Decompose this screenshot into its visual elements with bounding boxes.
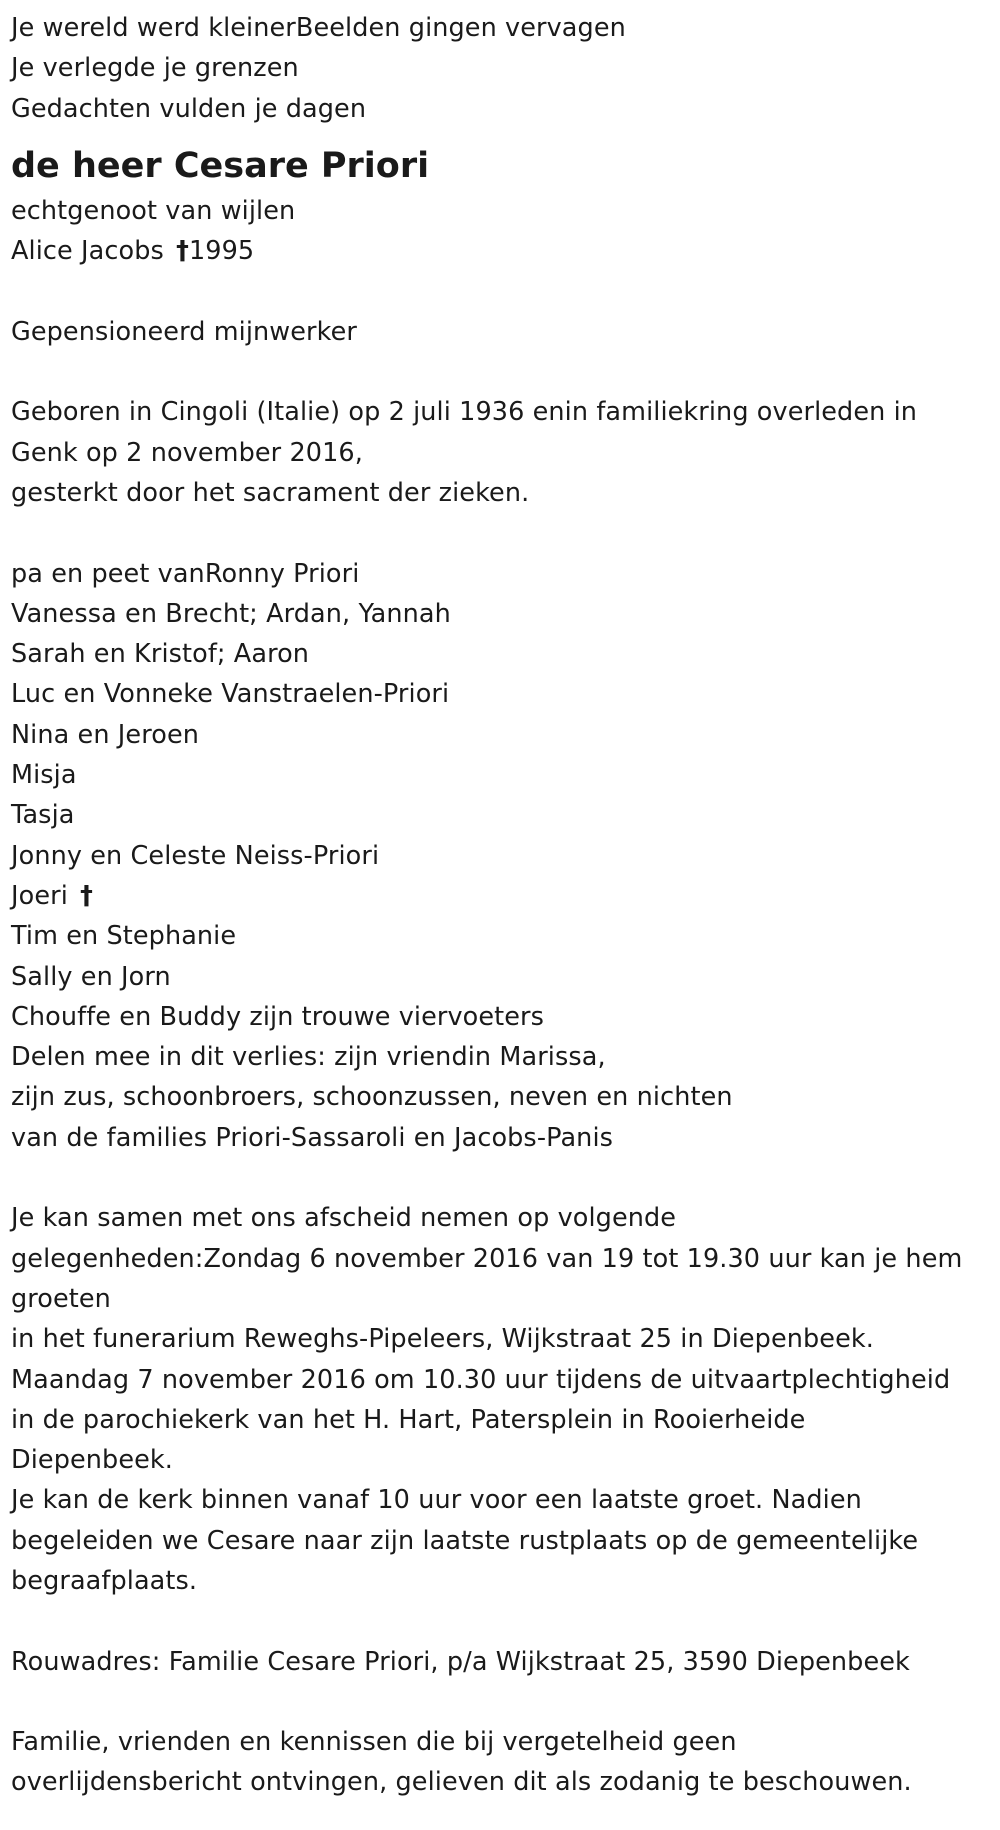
family-block xyxy=(11,554,1000,1158)
poem-line: Gedachten vulden je dagen xyxy=(11,93,367,124)
family-line: Vanessa en Brecht; Ardan, Yannah xyxy=(11,598,451,629)
family-line: Delen mee in dit verlies: zijn vriendin Marissa, xyxy=(11,1042,606,1073)
ceremony-line: in het funerarium Reweghs-Pipeleers, Wijkstraat 25 in Diepenbeek. xyxy=(11,1324,874,1355)
family-line: Sarah en Kristof; Aaron xyxy=(11,639,310,670)
ceremony-line: groeten xyxy=(11,1283,111,1314)
birth-line: gesterkt door het sacrament der zieken. xyxy=(11,477,530,508)
family-line: Tasja xyxy=(11,800,75,831)
birth-line: Genk op 2 november 2016, xyxy=(11,437,363,468)
spouse-year: 1995 xyxy=(188,236,255,267)
poem-line: Je verlegde je grenzen xyxy=(11,53,299,84)
poem xyxy=(11,8,1000,129)
ceremony-line: in de parochiekerk van het H. Hart, Patersplein in Rooierheide xyxy=(11,1404,806,1435)
ceremony-line: Diepenbeek. xyxy=(11,1445,173,1476)
family-line: Luc en Vonneke Vanstraelen-Priori xyxy=(11,679,450,710)
spouse-line xyxy=(11,231,1000,271)
family-line: Jonny en Celeste Neiss-Priori xyxy=(11,840,380,871)
family-line: Misja xyxy=(11,760,77,791)
spouse-name: Alice Jacobs xyxy=(11,236,164,267)
ceremony-line: Je kan de kerk binnen vanaf 10 uur voor een laatste groet. Nadien xyxy=(11,1485,862,1516)
birth-block xyxy=(11,392,1000,513)
family-line: Sally en Jorn xyxy=(11,961,171,992)
ceremony-block xyxy=(11,1198,1000,1601)
deceased-name: de heer Cesare Priori xyxy=(11,145,430,186)
spouse-block xyxy=(11,191,1000,272)
profession: Gepensioneerd mijnwerker xyxy=(11,316,357,347)
family-line: pa en peet vanRonny Priori xyxy=(11,558,360,589)
spouse-relation: echtgenoot van wijlen xyxy=(11,195,296,226)
poem-line: Je wereld werd kleinerBeelden gingen vervagen xyxy=(11,13,626,43)
family-line-deceased xyxy=(11,876,1000,916)
ceremony-line: begeleiden we Cesare naar zijn laatste rustplaats op de gemeentelijke xyxy=(11,1525,919,1556)
cross-icon: † xyxy=(176,236,189,267)
family-line: zijn zus, schoonbroers, schoonzussen, neven en nichten xyxy=(11,1082,733,1113)
family-line: Tim en Stephanie xyxy=(11,921,237,952)
ceremony-line: Maandag 7 november 2016 om 10.30 uur tijdens de uitvaartplechtigheid xyxy=(11,1364,951,1395)
closing-block xyxy=(11,1722,1000,1803)
ceremony-line: Je kan samen met ons afscheid nemen op volgende xyxy=(11,1203,677,1234)
cross-icon: † xyxy=(80,880,93,911)
ceremony-line: gelegenheden:Zondag 6 november 2016 van 19 tot 19.30 uur kan je hem xyxy=(11,1243,963,1274)
family-line: Chouffe en Buddy zijn trouwe viervoeters xyxy=(11,1001,545,1032)
birth-line: Geboren in Cingoli (Italie) op 2 juli 1936 enin familiekring overleden in xyxy=(11,397,918,428)
closing-line: Familie, vrienden en kennissen die bij vergetelheid geen xyxy=(11,1727,737,1758)
mourning-address: Rouwadres: Familie Cesare Priori, p/a Wijkstraat 25, 3590 Diepenbeek xyxy=(11,1646,910,1677)
deceased-relative-name: Joeri xyxy=(11,880,68,911)
family-line: van de families Priori-Sassaroli en Jacobs-Panis xyxy=(11,1122,614,1153)
family-line: Nina en Jeroen xyxy=(11,719,199,750)
closing-line: overlijdensbericht ontvingen, gelieven dit als zodanig te beschouwen. xyxy=(11,1767,912,1798)
ceremony-line: begraafplaats. xyxy=(11,1565,198,1596)
